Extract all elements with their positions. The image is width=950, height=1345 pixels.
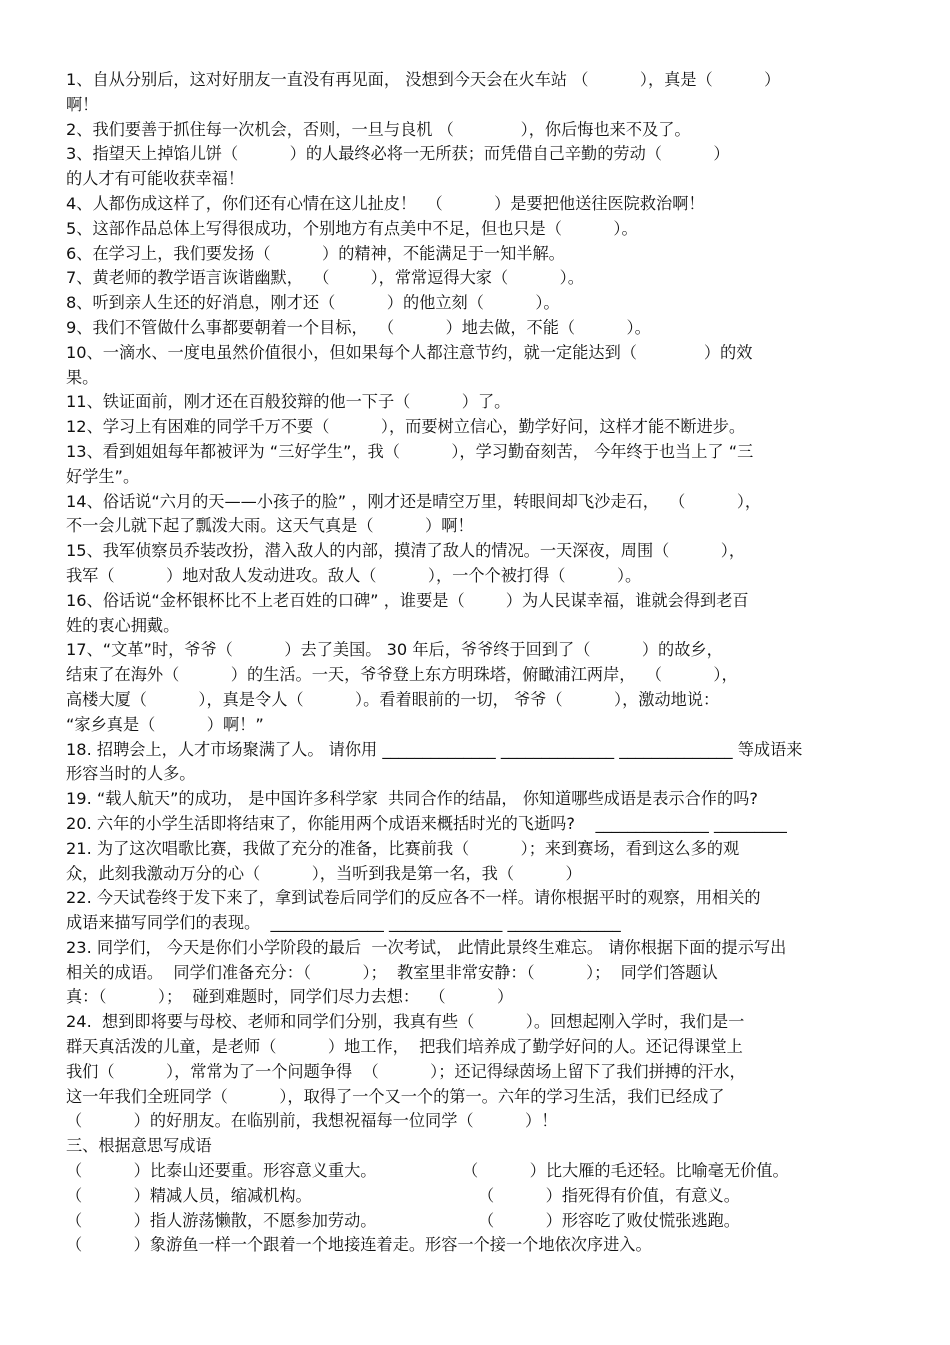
question-line: 5、这部作品总体上写得很成功，个别地方有点美中不足，但也只是（ ）。 — [66, 218, 638, 238]
question-line: 真：（ ）； 碰到难题时，同学们尽力去想： （ ） — [66, 987, 514, 1007]
question-17 — [66, 638, 884, 737]
question-line: 11、铁证面前，刚才还在百般狡辩的他一下子（ ）了。 — [66, 392, 511, 412]
definition-row — [66, 1159, 884, 1184]
question-10 — [66, 341, 884, 391]
question-line: 成语来描写同学们的表现。 ______________ ______________ ______________ — [66, 913, 621, 933]
question-8 — [66, 291, 884, 316]
question-5 — [66, 217, 884, 242]
question-line: 13、看到姐姐每年都被评为 “三好学生”，我（ ），学习勤奋刻苦， 今年终于也当上了 “三 — [66, 441, 754, 461]
question-21 — [66, 837, 884, 887]
question-line: 不一会儿就下起了瓢泼大雨。这天气真是（ ）啊！ — [66, 516, 474, 536]
question-line: 这一年我们全班同学（ ），取得了一个又一个的第一。六年的学习生活，我们已经成了 — [66, 1086, 725, 1106]
question-line: 啊！ — [66, 94, 99, 114]
definition-row — [66, 1209, 884, 1234]
worksheet — [66, 68, 884, 1258]
question-line: 形容当时的人多。 — [66, 764, 196, 784]
question-14 — [66, 490, 884, 540]
section-3 — [66, 1134, 884, 1258]
definition-item: （ ）象游鱼一样一个跟着一个地接连着走。形容一个接一个地依次序进入。 — [66, 1235, 652, 1255]
question-line: 18. 招聘会上，人才市场聚满了人。 请你用 ______________ ______________ ______________ 等成语来 — [66, 739, 803, 759]
definition-item: （ ）精减人员，缩减机构。 — [66, 1185, 312, 1205]
question-line: 4、人都伤成这样了，你们还有心情在这儿扯皮！ （ ）是要把他送往医院救治啊！ — [66, 193, 705, 213]
definition-row — [66, 1184, 884, 1209]
question-7 — [66, 266, 884, 291]
question-line: 24. 想到即将要与母校、老师和同学们分别，我真有些（ ）。回想起刚入学时，我们是一 — [66, 1012, 745, 1032]
question-2 — [66, 118, 884, 143]
question-line: 姓的衷心拥戴。 — [66, 615, 180, 635]
question-line: 高楼大厦（ ），真是令人（ ）。看着眼前的一切， 爷爷（ ），激动地说： — [66, 689, 720, 709]
question-line: 15、我军侦察员乔装改扮，潜入敌人的内部，摸清了敌人的情况。一天深夜，周围（ ）， — [66, 541, 746, 561]
question-24 — [66, 1010, 884, 1134]
question-line: 6、在学习上，我们要发扬（ ）的精神，不能满足于一知半解。 — [66, 243, 565, 263]
question-16 — [66, 589, 884, 639]
question-line: （ ）的好朋友。在临别前，我想祝福每一位同学（ ）！ — [66, 1111, 558, 1131]
question-22 — [66, 886, 884, 936]
question-1 — [66, 68, 884, 118]
question-line: 果。 — [66, 367, 99, 387]
question-15 — [66, 539, 884, 589]
question-line: 好学生”。 — [66, 466, 140, 486]
question-line: 14、俗话说“六月的天——小孩子的脸” ，刚才还是晴空万里，转眼间却飞沙走石， （ ）， — [66, 491, 762, 511]
question-line: 相关的成语。 同学们准备充分：（ ）； 教室里非常安静：（ ）； 同学们答题认 — [66, 962, 718, 982]
question-line: 2、我们要善于抓住每一次机会，否则，一旦与良机 （ ），你后悔也来不及了。 — [66, 119, 691, 139]
question-line: 21. 为了这次唱歌比赛，我做了充分的准备，比赛前我（ ）；来到赛场，看到这么多的观 — [66, 838, 740, 858]
question-line: 10、一滴水、一度电虽然价值很小，但如果每个人都注意节约，就一定能达到（ ）的效 — [66, 342, 753, 362]
question-3 — [66, 142, 884, 192]
question-line: 9、我们不管做什么事都要朝着一个目标， （ ）地去做，不能（ ）。 — [66, 317, 651, 337]
question-12 — [66, 415, 884, 440]
question-line: 的人才有可能收获幸福！ — [66, 169, 245, 189]
question-line: “家乡真是（ ）啊！” — [66, 714, 264, 734]
question-line: 20. 六年的小学生活即将结束了，你能用两个成语来概括时光的飞逝吗? ______________ _________ — [66, 813, 787, 833]
question-line: 我们（ ），常常为了一个问题争得 （ ）；还记得绿茵场上留下了我们拼搏的汗水， — [66, 1061, 746, 1081]
question-line: 1、自从分别后，这对好朋友一直没有再见面， 没想到今天会在火车站 （ ），真是（ ） — [66, 70, 781, 89]
definition-item: （ ）形容吃了败仗慌张逃跑。 — [478, 1210, 740, 1230]
question-line: 19. “载人航天”的成功， 是中国许多科学家 共同合作的结晶， 你知道哪些成语是表示合作的吗? — [66, 789, 758, 809]
question-line: 7、黄老师的教学语言诙谐幽默， （ ），常常逗得大家（ ）。 — [66, 268, 584, 288]
definition-item: （ ）比泰山还要重。形容意义重大。 — [66, 1161, 377, 1181]
question-line: 17、“文革”时，爷爷（ ）去了美国。 30 年后，爷爷终于回到了（ ）的故乡， — [66, 640, 723, 660]
question-9 — [66, 316, 884, 341]
question-line: 我军（ ）地对敌人发动进攻。敌人（ ），一个个被打得（ ）。 — [66, 565, 642, 585]
definition-item: （ ）指死得有价值，有意义。 — [478, 1185, 740, 1205]
question-line: 16、俗话说“金杯银杯比不上老百姓的口碑” ，谁要是（ ）为人民谋幸福，谁就会得到老百 — [66, 590, 749, 610]
question-18 — [66, 738, 884, 788]
question-13 — [66, 440, 884, 490]
question-line: 8、听到亲人生还的好消息，刚才还（ ）的他立刻（ ）。 — [66, 293, 560, 313]
question-line: 22. 今天试卷终于发下来了，拿到试卷后同学们的反应各不一样。请你根据平时的观察，用相关的 — [66, 888, 761, 908]
question-line: 众，此刻我激动万分的心（ ），当听到我是第一名，我（ ） — [66, 863, 582, 883]
question-line: 3、指望天上掉馅儿饼（ ）的人最终必将一无所获；而凭借自己辛勤的劳动（ ） — [66, 144, 730, 164]
question-19 — [66, 787, 884, 812]
definition-item: （ ）比大雁的毛还轻。比喻毫无价值。 — [462, 1161, 789, 1181]
question-line: 结束了在海外（ ）的生活。一天，爷爷登上东方明珠塔，俯瞰浦江两岸， （ ）， — [66, 665, 738, 685]
question-4 — [66, 192, 884, 217]
question-line: 23. 同学们， 今天是你们小学阶段的最后 一次考试， 此情此景终生难忘。 请你根据下面的提示写出 — [66, 937, 787, 957]
question-11 — [66, 390, 884, 415]
question-20 — [66, 812, 884, 837]
question-line: 12、学习上有困难的同学千万不要（ ），而要树立信心，勤学好问，这样才能不断进步。 — [66, 417, 746, 437]
question-23 — [66, 936, 884, 1010]
definition-item: （ ）指人游荡懒散，不愿参加劳动。 — [66, 1210, 377, 1230]
question-6 — [66, 242, 884, 267]
question-line: 群天真活泼的儿童，是老师（ ）地工作， 把我们培养成了勤学好问的人。还记得课堂上 — [66, 1037, 743, 1057]
section-heading: 三、根据意思写成语 — [66, 1136, 212, 1156]
